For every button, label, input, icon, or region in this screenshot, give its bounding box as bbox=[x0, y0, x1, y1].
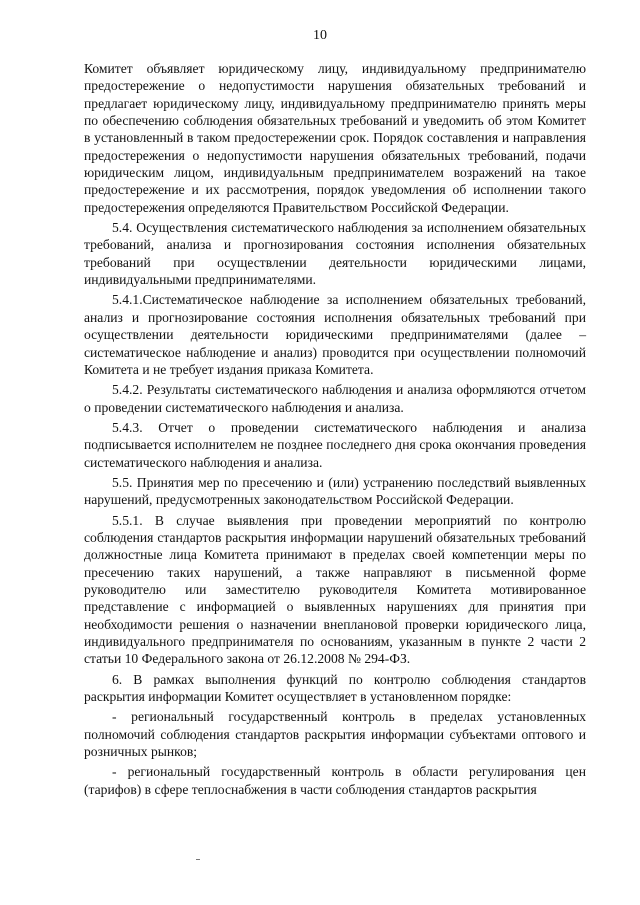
paragraph: 5.4.3. Отчет о проведении систематического наблюдения и анализа подписывается исполнителем не позднее последнего дня срока окончания проведения систематического наблюдения и анализа. bbox=[84, 419, 586, 470]
paragraph: 5.5.1. В случае выявления при проведении мероприятий по контролю соблюдения стандартов раскрытия информации нарушений обязательных требований должностные лица Комитета принимают в пределах своей компетенции меры по пресечению таких нарушений, а также направляют в письменной форме руководителю или заместителю руководителя Комитета мотивированное представление с информацией о выявленных нарушениях для принятия при необходимости решения о назначении внеплановой проверки юридического лица, индивидуального предпринимателя по основаниям, указанным в пункте 2 части 2 статьи 10 Федерального закона от 26.12.2008 № 294-ФЗ. bbox=[84, 512, 586, 667]
document-body bbox=[84, 60, 586, 801]
paragraph: - региональный государственный контроль в области регулирования цен (тарифов) в сфере теплоснабжения в части соблюдения стандартов раскрытия bbox=[84, 764, 586, 797]
paragraph: 5.4. Осуществления систематического наблюдения за исполнением обязательных требований, анализа и прогнозирования состояния исполнения обязательных требований при осуществлении деятельности юридическими лицами, индивидуальными предпринимателями. bbox=[84, 220, 586, 288]
paragraph: 5.5. Принятия мер по пресечению и (или) устранению последствий выявленных нарушений, предусмотренных законодательством Российской Федерации. bbox=[84, 474, 586, 508]
paragraph: - региональный государственный контроль в пределах установленных полномочий соблюдения стандартов раскрытия информации субъектами оптового и розничных рынков; bbox=[84, 709, 586, 760]
paragraph: 5.4.2. Результаты систематического наблюдения и анализа оформляются отчетом о проведении систематического наблюдения и анализа. bbox=[84, 382, 586, 415]
paragraph: 5.4.1.Систематическое наблюдение за исполнением обязательных требований, анализ и прогнозирование состояния исполнения обязательных требований при осуществлении деятельности юридическими предпринимателями (далее – систематическое наблюдение и анализ) проводится при осуществлении полномочий Комитета и не требует издания приказа Комитета. bbox=[84, 292, 586, 377]
paragraph: 6. В рамках выполнения функций по контролю соблюдения стандартов раскрытия информации Комитет осуществляет в установленном порядке: bbox=[84, 671, 586, 705]
scan-speck bbox=[196, 859, 200, 860]
page-number: 10 bbox=[313, 28, 327, 43]
paragraph: Комитет объявляет юридическому лицу, индивидуальному предпринимателю предостережение о недопустимости нарушения обязательных требований и предлагает юридическому лицу, индивидуальному предпринимателю принять меры по обеспечению соблюдения обязательных требований и уведомить об этом Комитет в установленный в таком предостережении срок. Порядок составления и направления предостережения о недопустимости нарушения обязательных требований, подачи юридическим лицом, индивидуальным предпринимателем возражений на такое предостережение и их рассмотрения, порядок уведомления об исполнении такого предостережения определяются Правительством Российской Федерации. bbox=[84, 61, 586, 215]
